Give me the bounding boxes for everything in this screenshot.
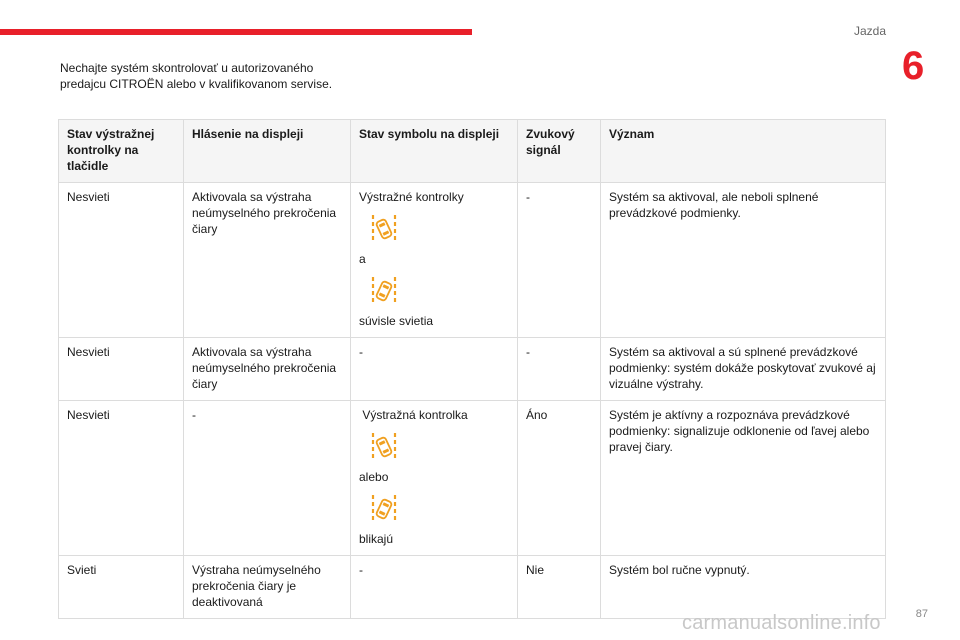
cell-zvuk: Nie — [518, 556, 601, 619]
table-row — [59, 556, 886, 619]
header-hlasenie: Hlásenie na displeji — [184, 120, 351, 183]
cell-vyznam: Systém je aktívny a rozpoznáva prevádzkové podmienky: signalizuje odklonenie od ľavej alebo pravej čiary. — [601, 401, 886, 556]
cell-hlasenie: Aktivovala sa výstraha neúmyselného prekročenia čiary — [184, 183, 351, 338]
lane-departure-left-icon — [369, 213, 399, 245]
symbol-text: súvisle svietia — [359, 314, 434, 328]
cell-zvuk: - — [518, 183, 601, 338]
symbol-text: Výstražné kontrolky — [359, 190, 464, 204]
section-title: Jazda — [853, 24, 886, 38]
lane-departure-right-icon — [369, 275, 399, 307]
symbol-text: a — [359, 252, 366, 266]
symbol-text: alebo — [359, 470, 389, 484]
cell-symbol: - — [351, 556, 518, 619]
watermark: carmanualsonline.info — [682, 612, 881, 634]
header-red-bar — [0, 29, 472, 35]
header-stav: Stav výstražnej kontrolky na tlačidle — [59, 120, 184, 183]
cell-zvuk: Áno — [518, 401, 601, 556]
intro-paragraph: Nechajte systém skontrolovať u autorizovaného predajcu CITROËN alebo v kvalifikovanom servise. — [60, 61, 333, 91]
chapter-number: 6 — [902, 44, 925, 88]
cell-zvuk: - — [518, 338, 601, 401]
cell-hlasenie: Aktivovala sa výstraha neúmyselného prekročenia čiary — [184, 338, 351, 401]
table-row — [59, 183, 886, 338]
cell-hlasenie: Výstraha neúmyselného prekročenia čiary je deaktivovaná — [184, 556, 351, 619]
cell-symbol — [351, 401, 518, 556]
header-zvuk: Zvukový signál — [518, 120, 601, 183]
cell-symbol: - — [351, 338, 518, 401]
cell-vyznam: Systém sa aktivoval, ale neboli splnené prevádzkové podmienky. — [601, 183, 886, 338]
cell-vyznam: Systém sa aktivoval a sú splnené prevádzkové podmienky: systém dokáže poskytovať zvukové aj vizuálne výstrahy. — [601, 338, 886, 401]
header-symbol: Stav symbolu na displeji — [351, 120, 518, 183]
cell-stav: Nesvieti — [59, 183, 184, 338]
lane-departure-right-icon — [369, 493, 399, 525]
table-row — [59, 401, 886, 556]
cell-stav: Svieti — [59, 556, 184, 619]
cell-symbol — [351, 183, 518, 338]
header-vyznam: Význam — [601, 120, 886, 183]
lane-departure-left-icon — [369, 431, 399, 463]
cell-vyznam: Systém bol ručne vypnutý. — [601, 556, 886, 619]
cell-stav: Nesvieti — [59, 401, 184, 556]
status-table — [58, 119, 886, 619]
symbol-text: Výstražná kontrolka — [359, 408, 468, 422]
cell-hlasenie: - — [184, 401, 351, 556]
symbol-text: blikajú — [359, 532, 394, 546]
table-header-row — [59, 120, 886, 183]
cell-stav: Nesvieti — [59, 338, 184, 401]
table-row — [59, 338, 886, 401]
page-number: 87 — [915, 608, 928, 620]
